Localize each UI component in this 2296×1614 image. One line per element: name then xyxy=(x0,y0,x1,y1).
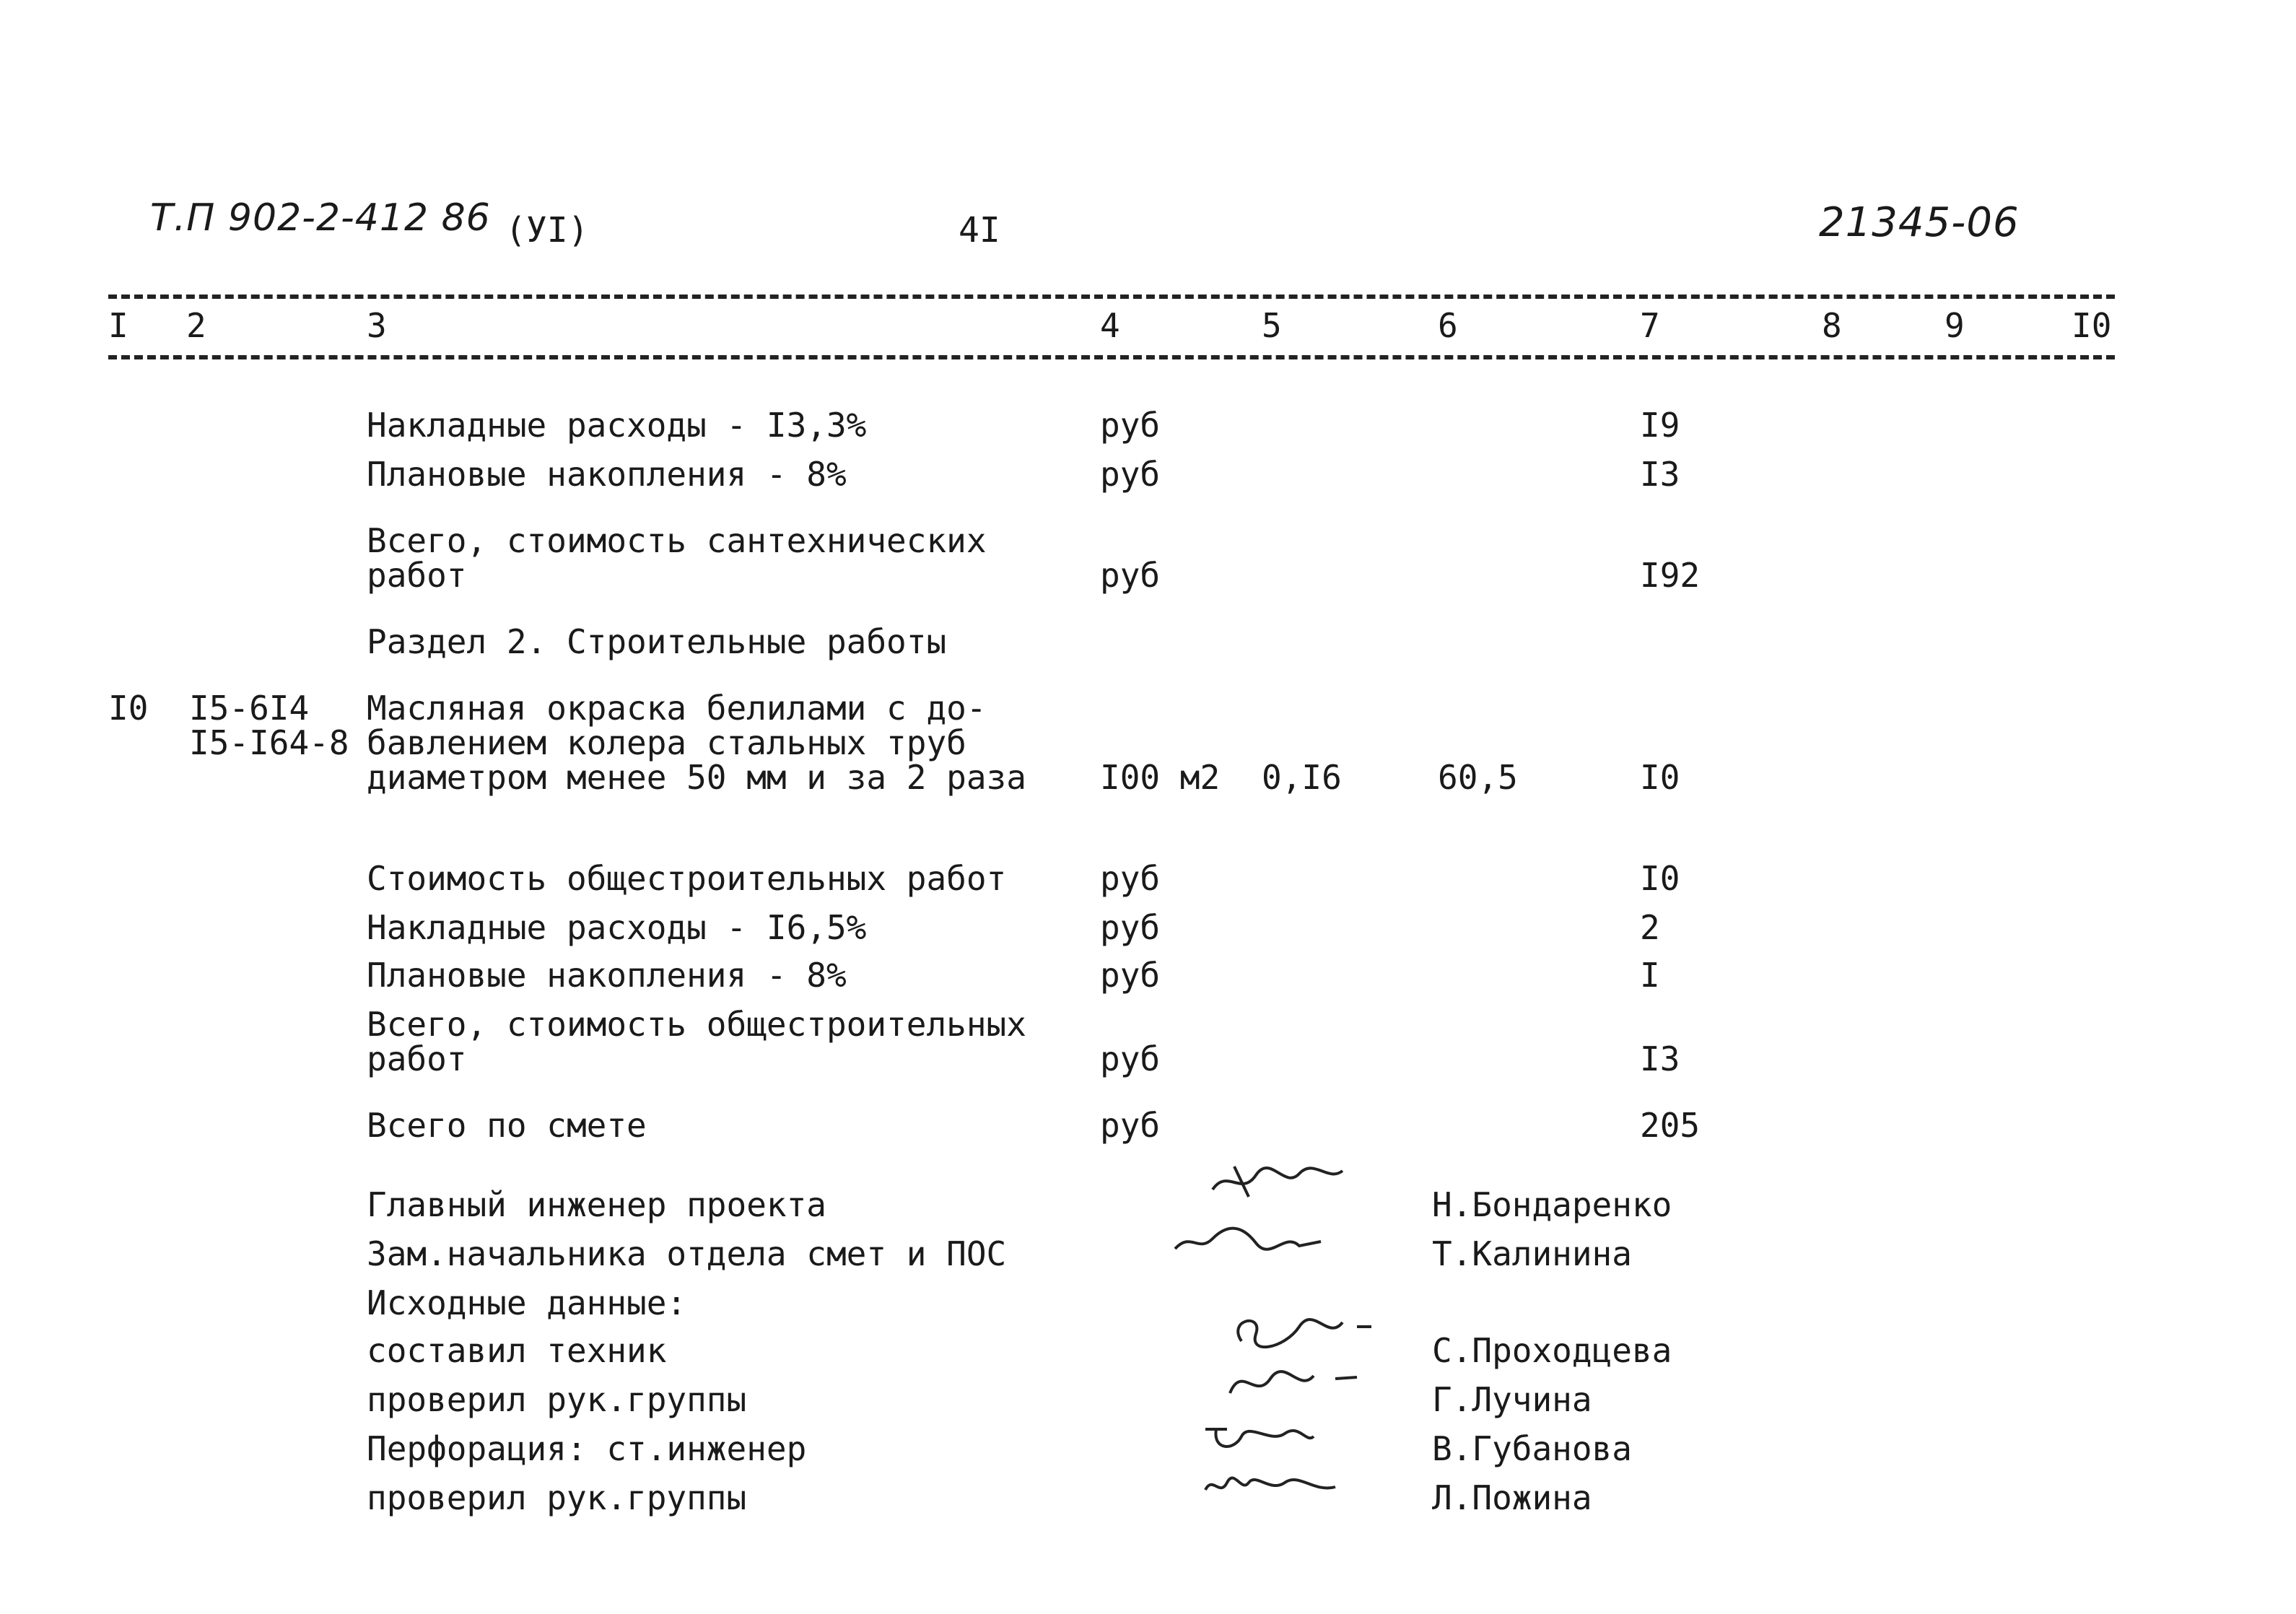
row-text: Всего по смете xyxy=(367,1106,647,1145)
item-text-line1: Масляная окраска белилами с до- xyxy=(367,689,987,728)
col-8-header: 8 xyxy=(1822,306,1842,345)
perforation-role: Перфорация: ст.инженер xyxy=(367,1429,807,1468)
row-text-line2: работ xyxy=(367,556,467,595)
chief-engineer-signature xyxy=(1205,1161,1350,1204)
row-unit: руб xyxy=(1100,556,1161,595)
deputy-head-name: Т.Калинина xyxy=(1432,1234,1632,1273)
page-number: 4I xyxy=(959,210,1000,250)
item-code-1: I5-6I4 xyxy=(189,689,310,728)
item-number: I0 xyxy=(108,689,149,728)
item-code-2: I5-I64-8 xyxy=(189,723,349,762)
row-text: Плановые накопления - 8% xyxy=(367,455,847,494)
row-total: I3 xyxy=(1640,1039,1680,1078)
checked2-role: проверил рук.группы xyxy=(367,1478,747,1517)
col-10-header: I0 xyxy=(2072,306,2112,345)
col-4-header: 4 xyxy=(1100,306,1120,345)
col-6-header: 6 xyxy=(1438,306,1458,345)
compiled-name: С.Проходцева xyxy=(1432,1331,1672,1370)
perforation-name: В.Губанова xyxy=(1432,1429,1632,1468)
item-quantity: 0,I6 xyxy=(1262,758,1342,797)
row-unit: руб xyxy=(1100,859,1161,898)
checked2-signature xyxy=(1198,1461,1343,1504)
item-text-line3: диаметром менее 50 мм и за 2 раза xyxy=(367,758,1026,797)
row-total: I0 xyxy=(1640,859,1680,898)
item-text-line2: бавлением колера стальных труб xyxy=(367,723,966,762)
col-3-header: 3 xyxy=(367,306,387,345)
compiled-signature xyxy=(1227,1305,1379,1363)
row-text: Плановые накопления - 8% xyxy=(367,956,847,995)
row-total: I92 xyxy=(1640,556,1701,595)
checked1-signature xyxy=(1220,1357,1364,1408)
row-unit: руб xyxy=(1100,455,1161,494)
checked1-role: проверил рук.группы xyxy=(367,1380,747,1419)
checked1-name: Г.Лучина xyxy=(1432,1380,1592,1419)
row-total: 205 xyxy=(1640,1106,1701,1145)
row-text-line1: Всего, стоимость общестроительных xyxy=(367,1005,1026,1044)
row-total: 2 xyxy=(1640,908,1660,947)
col-9-header: 9 xyxy=(1944,306,1965,345)
compiled-role: составил техник xyxy=(367,1331,667,1370)
top-rule xyxy=(108,295,2115,299)
row-text: Накладные расходы - I3,3% xyxy=(367,406,867,445)
row-unit: руб xyxy=(1100,1106,1161,1145)
chief-engineer-name: Н.Бондаренко xyxy=(1432,1185,1672,1224)
deputy-head-role: Зам.начальника отдела смет и ПОС xyxy=(367,1234,1007,1273)
row-text: Стоимость общестроительных работ xyxy=(367,859,1007,898)
row-total: I9 xyxy=(1640,406,1680,445)
header-bottom-rule xyxy=(108,355,2115,359)
row-text: Накладные расходы - I6,5% xyxy=(367,908,867,947)
row-unit: руб xyxy=(1100,956,1161,995)
perforation-signature xyxy=(1198,1415,1321,1458)
item-unit: I00 м2 xyxy=(1100,758,1221,797)
item-total: I0 xyxy=(1640,758,1680,797)
deputy-head-signature xyxy=(1169,1217,1328,1260)
item-unit-price: 60,5 xyxy=(1438,758,1518,797)
document-code: Т.П 902-2-412 86 xyxy=(150,196,491,240)
section-mark: (УI) xyxy=(505,210,589,250)
section-heading: Раздел 2. Строительные работы xyxy=(367,622,947,661)
col-1-header: I xyxy=(108,306,128,345)
row-unit: руб xyxy=(1100,406,1161,445)
checked2-name: Л.Пожина xyxy=(1432,1478,1592,1517)
row-text-line2: работ xyxy=(367,1039,467,1078)
col-2-header: 2 xyxy=(186,306,206,345)
row-total: I xyxy=(1640,956,1660,995)
row-unit: руб xyxy=(1100,1039,1161,1078)
inventory-number: 21345-06 xyxy=(1819,199,2020,246)
col-5-header: 5 xyxy=(1262,306,1282,345)
col-7-header: 7 xyxy=(1640,306,1660,345)
chief-engineer-role: Главный инженер проекта xyxy=(367,1185,826,1224)
row-text-line1: Всего, стоимость сантехнических xyxy=(367,521,987,560)
row-total: I3 xyxy=(1640,455,1680,494)
source-data-label: Исходные данные: xyxy=(367,1283,687,1322)
row-unit: руб xyxy=(1100,908,1161,947)
